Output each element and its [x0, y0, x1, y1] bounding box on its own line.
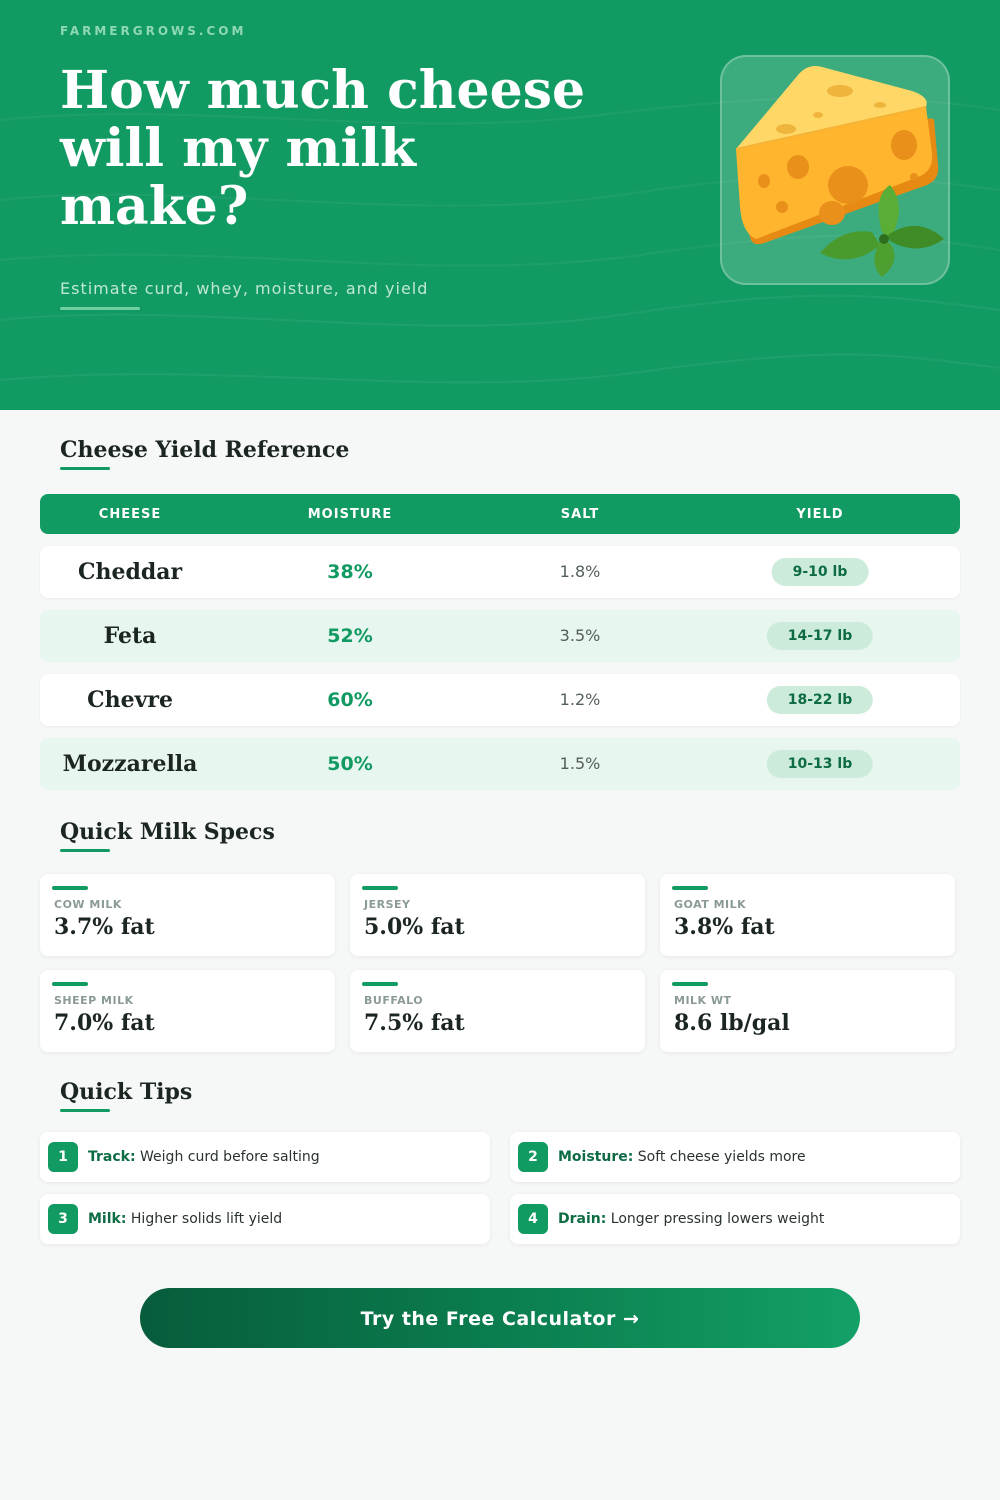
spec-value: 3.7% fat [54, 914, 155, 940]
table-row [40, 610, 960, 662]
spec-label: JERSEY [364, 898, 411, 911]
header-cheese: CHEESE [98, 507, 162, 522]
salt-value: 1.8% [559, 562, 601, 581]
table-row [40, 674, 960, 726]
cheese-name: Feta [103, 623, 157, 649]
site-name: FARMERGROWS.COM [60, 24, 247, 38]
cheese-wedge-icon [722, 57, 952, 287]
tip-description: Higher solids lift yield [126, 1211, 283, 1227]
tips-title-underline [60, 1109, 110, 1112]
spec-label: SHEEP MILK [54, 994, 134, 1007]
spec-card-jersey [350, 874, 645, 956]
tip-number-badge: 4 [518, 1204, 548, 1234]
tip-item [510, 1132, 960, 1182]
spec-value: 5.0% fat [364, 914, 465, 940]
tip-text [558, 1194, 824, 1244]
page-subtitle: Estimate curd, whey, moisture, and yield [60, 279, 429, 298]
cheese-name: Cheddar [77, 559, 183, 585]
cheese-name: Mozzarella [62, 751, 198, 777]
salt-value: 3.5% [559, 626, 601, 645]
yield-badge: 9-10 lb [772, 558, 869, 586]
moisture-value: 60% [327, 689, 373, 711]
free-calculator-button[interactable]: Try the Free Calculator → [140, 1288, 860, 1348]
hero-banner [0, 0, 1000, 410]
tip-item [40, 1194, 490, 1244]
tip-keyword: Track: [88, 1149, 136, 1165]
spec-value: 8.6 lb/gal [674, 1010, 790, 1036]
cheese-illustration-card [720, 55, 950, 285]
spec-accent-bar [52, 982, 88, 986]
tip-keyword: Milk: [88, 1211, 127, 1227]
header-moisture: MOISTURE [307, 507, 393, 522]
tip-text [558, 1132, 806, 1182]
table-row [40, 546, 960, 598]
salt-value: 1.2% [559, 690, 601, 709]
yield-badge: 14-17 lb [767, 622, 873, 650]
spec-value: 7.5% fat [364, 1010, 465, 1036]
tip-number-badge: 2 [518, 1142, 548, 1172]
tip-description: Weigh curd before salting [135, 1149, 320, 1165]
tip-description: Soft cheese yields more [633, 1149, 806, 1165]
specs-section-title: Quick Milk Specs [60, 819, 275, 845]
tip-keyword: Drain: [558, 1211, 607, 1227]
moisture-value: 50% [327, 753, 373, 775]
tips-section-title: Quick Tips [60, 1079, 193, 1105]
spec-card-milk-weight [660, 970, 955, 1052]
header-salt: SALT [560, 507, 600, 522]
yield-badge: 10-13 lb [767, 750, 873, 778]
page-title: How much cheese will my milk make? [60, 60, 586, 237]
tip-item [40, 1132, 490, 1182]
spec-accent-bar [672, 886, 708, 890]
spec-label: MILK WT [674, 994, 732, 1007]
salt-value: 1.5% [559, 754, 601, 773]
yield-badge: 18-22 lb [767, 686, 873, 714]
spec-card-goat-milk [660, 874, 955, 956]
tip-text [88, 1132, 320, 1182]
spec-accent-bar [362, 886, 398, 890]
subtitle-underline [60, 307, 140, 310]
moisture-value: 38% [327, 561, 373, 583]
tip-number-badge: 3 [48, 1204, 78, 1234]
spec-value: 3.8% fat [674, 914, 775, 940]
spec-label: GOAT MILK [674, 898, 747, 911]
moisture-value: 52% [327, 625, 373, 647]
spec-card-buffalo [350, 970, 645, 1052]
reference-table-header [40, 494, 960, 534]
spec-card-cow-milk [40, 874, 335, 956]
spec-card-sheep-milk [40, 970, 335, 1052]
table-row [40, 738, 960, 790]
spec-accent-bar [362, 982, 398, 986]
tip-keyword: Moisture: [558, 1149, 634, 1165]
reference-section-title: Cheese Yield Reference [60, 437, 350, 463]
spec-value: 7.0% fat [54, 1010, 155, 1036]
reference-title-underline [60, 467, 110, 470]
tip-number-badge: 1 [48, 1142, 78, 1172]
spec-label: COW MILK [54, 898, 122, 911]
specs-title-underline [60, 849, 110, 852]
spec-accent-bar [52, 886, 88, 890]
cheese-name: Chevre [87, 687, 173, 713]
spec-accent-bar [672, 982, 708, 986]
header-yield: YIELD [796, 507, 844, 522]
tip-text [88, 1194, 282, 1244]
tip-description: Longer pressing lowers weight [606, 1211, 825, 1227]
tip-item [510, 1194, 960, 1244]
spec-label: BUFFALO [364, 994, 424, 1007]
